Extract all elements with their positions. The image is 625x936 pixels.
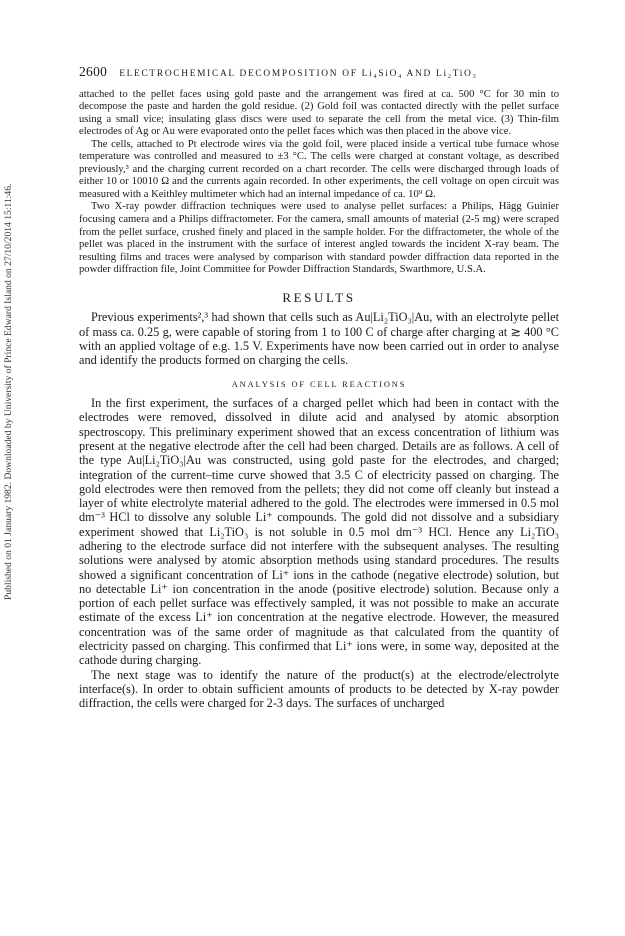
page-number: 2600 xyxy=(79,64,108,79)
methods-text xyxy=(79,89,559,277)
paragraph: In the first experiment, the surfaces of a charged pellet which had been in contact with the electrodes were removed, dissolved in dilute acid and analysed by atomic absorption spectroscopy. This preliminary experiment showed that an excess concentration of lithium was present at the negative electrode after the cell had been charged. Details are as follows. A cell of the type Au|Li₂TiO₃|Au was constructed, using gold paste for the electrodes, and charged; integration of the current–time curve showed that 3.5 C of electricity passed on charging. The gold electrodes were then removed from the pellets; they did not come off cleanly but instead a layer of white electrolyte material adhered to the gold. The electrodes were immersed in 0.5 mol dm⁻³ HCl to dissolve any soluble Li⁺ compounds. The gold did not dissolve and a subsidiary experiment showed that Li₂TiO₃ is not soluble in 0.5 mol dm⁻³ HCl. Hence any Li₂TiO₃ adhering to the electrode surface did not interfere with the subsequent analyses. The resulting solutions were analysed by atomic absorption methods using standard procedures. The results showed a significant concentration of Li⁺ ions in the cathode (negative electrode) solution, but no detectable Li⁺ ion concentration in the anode (positive electrode) solution. Because only a portion of each pellet surface was effectively sampled, it was not possible to make an accurate estimate of the excess Li⁺ ion concentration at the negative electrode. However, the measured concentration was of the same order of magnitude as that calculated from the quantity of electricity passed on charging. This confirmed that Li⁺ ions were, in some way, deposited at the cathode during charging. xyxy=(79,396,559,668)
running-head xyxy=(79,66,559,81)
paragraph: The next stage was to identify the nature of the product(s) at the electrode/electrolyte interface(s). In order to obtain sufficient amounts of products to be detected by X-ray powder diffraction, the cells were charged for 2-3 days. The surfaces of uncharged xyxy=(79,667,559,711)
download-watermark xyxy=(2,100,16,600)
paragraph: Two X-ray powder diffraction techniques were used to analyse pellet surfaces: a Philips, Hägg Guinier focusing camera and a Philips diffractometer. For the camera, small amounts of material (2-5 mg) were scraped from the pellet surface, crushed finely and placed in the sample holder. For the diffractometer, the whole of the pellet was placed in the instrument with the surface of interest angled towards the incident X-ray beam. The resulting films and traces were analysed by comparison with standard powder diffraction data reported in the powder diffraction file, Joint Committee for Powder Diffraction Standards, Swarthmore, U.S.A. xyxy=(79,201,559,276)
analysis-text xyxy=(79,396,559,711)
journal-page xyxy=(79,66,559,711)
results-heading: RESULTS xyxy=(282,289,356,305)
paragraph: attached to the pellet faces using gold paste and the arrangement was fired at ca. 500 °C for 30 min to decompose the paste and harden the gold residue. (2) Gold foil was contacted directly with the pellet surface using a small vice; insulating glass discs were used to separate the cell from the metal vice. (3) Thin-film electrodes of Ag or Au were evaporated onto the pellet faces which was then placed in the above vice. xyxy=(79,88,559,138)
download-notice: Published on 01 January 1982. Downloaded by University of Prince Edward Island on 27/10/2014 15:11:46. xyxy=(3,183,14,600)
analysis-heading: ANALYSIS OF CELL REACTIONS xyxy=(231,380,407,390)
paragraph: Previous experiments²,³ had shown that cells such as Au|Li₂TiO₃|Au, with an electrolyte pellet of mass ca. 0.25 g, were capable of storing from 1 to 100 C of charge after charging at ≳ 400 °C with an applied voltage of e.g. 1.5 V. Experiments have now been carried out in order to analyse and identify the products formed on charging the cells. xyxy=(79,310,559,368)
paragraph: The cells, attached to Pt electrode wires via the gold foil, were placed inside a vertical tube furnace whose temperature was controlled and measured to ±3 °C. The cells were charged at constant voltage, as described previously,³ and the charging current recorded on a chart recorder. The cells were discharged through loads of either 10 or 10010 Ω and the currents again recorded. In other experiments, the cell voltage on open circuit was measured with a Keithley multimeter which had an internal impedance of ca. 10⁹ Ω. xyxy=(79,138,559,200)
results-text xyxy=(79,310,559,367)
running-title: ELECTROCHEMICAL DECOMPOSITION OF Li₄SiO₄ AND Li₂TiO₃ xyxy=(119,69,478,79)
